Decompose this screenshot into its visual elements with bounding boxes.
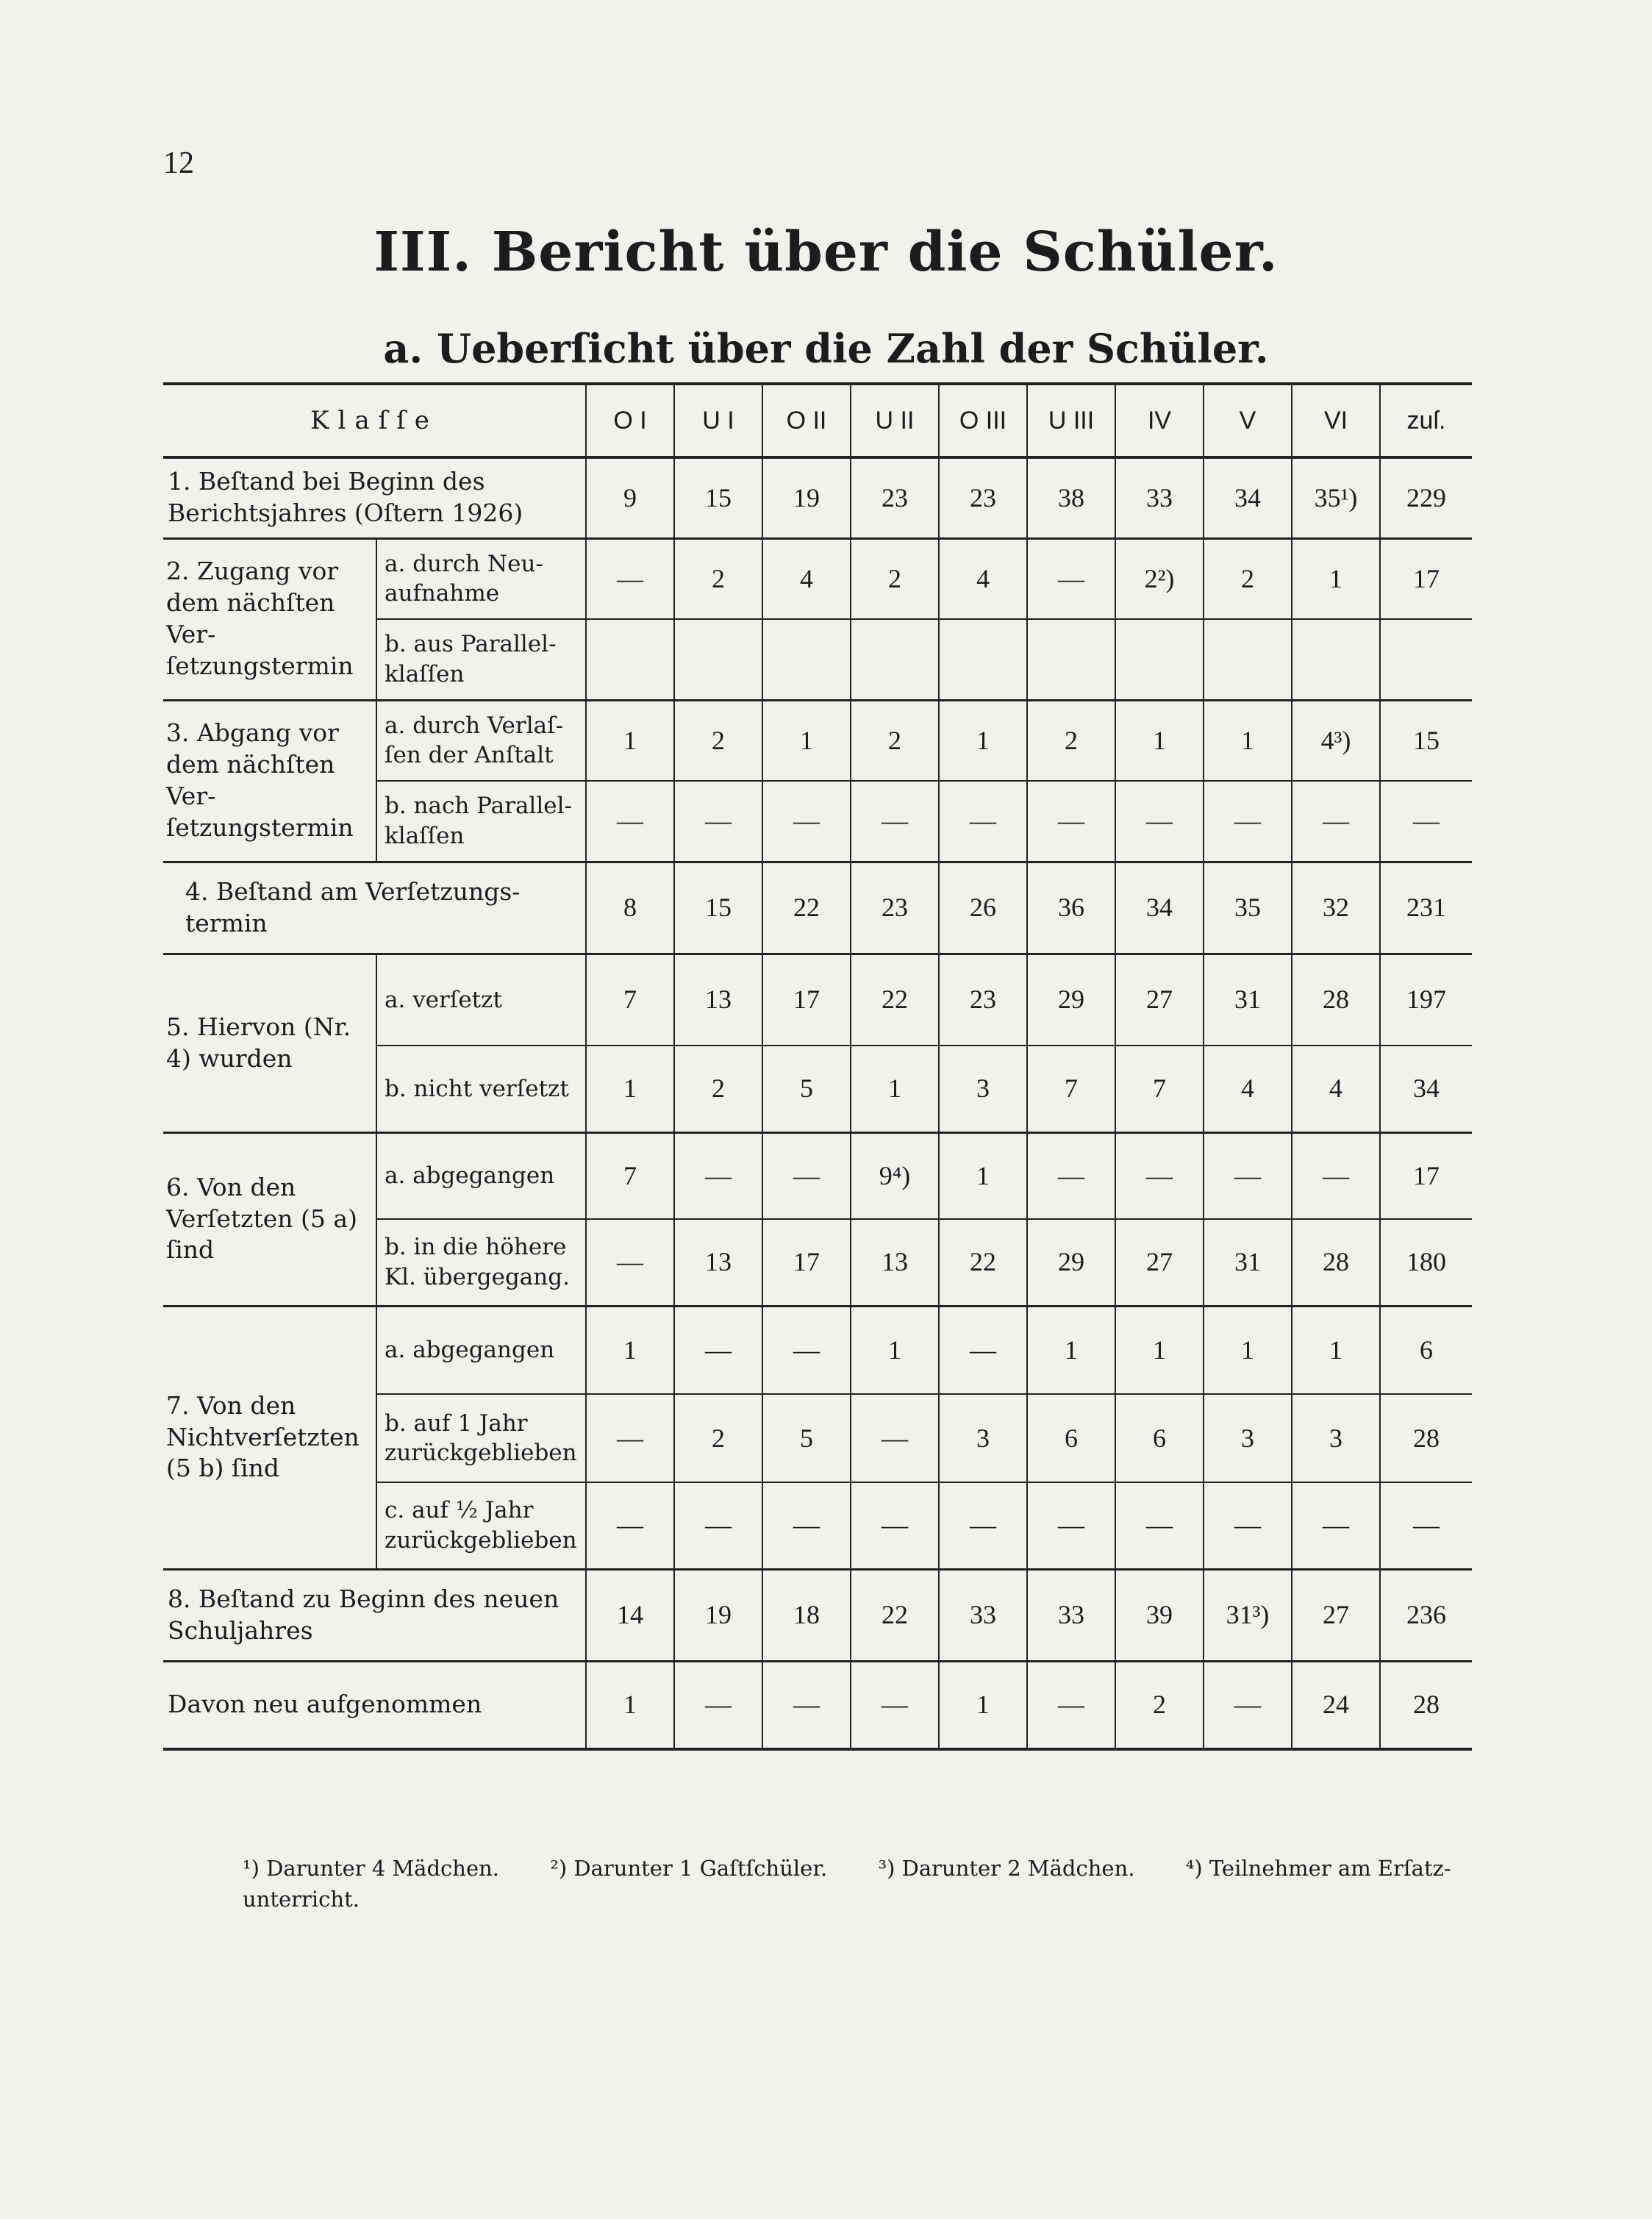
- cell-total: 28: [1380, 1394, 1472, 1482]
- row-label: 1. Beſtand bei Beginn des Berichtsjahres (Oſtern 1926): [163, 457, 586, 538]
- cell: —: [851, 1661, 939, 1749]
- cell: 7: [1115, 1046, 1204, 1132]
- cell: 1: [1115, 1306, 1204, 1394]
- cell: 28: [1292, 1219, 1380, 1306]
- table-row: [163, 457, 1472, 538]
- row-sublabel: a. durch Neu-aufnahme: [376, 538, 586, 619]
- cell: 34: [1204, 457, 1292, 538]
- cell: —: [1292, 1132, 1380, 1219]
- cell: 19: [674, 1569, 762, 1661]
- cell: 5: [762, 1046, 851, 1132]
- header-col: O II: [762, 384, 851, 457]
- cell: 13: [851, 1219, 939, 1306]
- row-sublabel: b. nicht verſetzt: [376, 1046, 586, 1132]
- cell: 1: [1115, 700, 1204, 781]
- cell: 38: [1027, 457, 1115, 538]
- cell: 3: [1292, 1394, 1380, 1482]
- cell: [1292, 619, 1380, 700]
- cell: 33: [1115, 457, 1204, 538]
- cell: [1027, 619, 1115, 700]
- cell: [762, 619, 851, 700]
- cell: —: [1115, 1132, 1204, 1219]
- cell: 1: [586, 1306, 674, 1394]
- cell: —: [1115, 1482, 1204, 1569]
- cell: 15: [674, 862, 762, 954]
- cell: 7: [586, 1132, 674, 1219]
- cell: 27: [1292, 1569, 1380, 1661]
- header-col-total: zuſ.: [1380, 384, 1472, 457]
- row-label: Davon neu aufgenommen: [163, 1661, 586, 1749]
- cell: 33: [939, 1569, 1027, 1661]
- cell: 17: [762, 1219, 851, 1306]
- cell: 27: [1115, 1219, 1204, 1306]
- cell: 1: [1204, 700, 1292, 781]
- cell-total: 197: [1380, 954, 1472, 1046]
- cell: —: [1204, 1482, 1292, 1569]
- cell: —: [939, 781, 1027, 862]
- cell: —: [1204, 781, 1292, 862]
- header-col: IV: [1115, 384, 1204, 457]
- cell: 1: [586, 1661, 674, 1749]
- cell: 2: [1115, 1661, 1204, 1749]
- cell-total: 6: [1380, 1306, 1472, 1394]
- cell: 31: [1204, 1219, 1292, 1306]
- footnote-3: ³) Darunter 2 Mädchen.: [878, 1856, 1135, 1881]
- table-row: [163, 1569, 1472, 1661]
- cell-total: 180: [1380, 1219, 1472, 1306]
- cell: 2: [674, 1046, 762, 1132]
- cell: —: [674, 1306, 762, 1394]
- cell: —: [851, 1394, 939, 1482]
- section-title: III. Bericht über die Schüler.: [373, 221, 1279, 284]
- cell: 2: [674, 1394, 762, 1482]
- row-sublabel: c. auf ½ Jahr zurückgeblieben: [376, 1482, 586, 1569]
- cell: 22: [762, 862, 851, 954]
- row-sublabel: a. abgegangen: [376, 1132, 586, 1219]
- cell: —: [1027, 1661, 1115, 1749]
- table-row: [163, 862, 1472, 954]
- cell: 4: [1292, 1046, 1380, 1132]
- cell: —: [762, 781, 851, 862]
- student-statistics-table: [163, 382, 1472, 1751]
- table-row: [163, 954, 1472, 1046]
- cell: 17: [762, 954, 851, 1046]
- cell-total: 34: [1380, 1046, 1472, 1132]
- header-col: VI: [1292, 384, 1380, 457]
- cell: —: [674, 1482, 762, 1569]
- cell: —: [1027, 1482, 1115, 1569]
- cell: —: [586, 1394, 674, 1482]
- cell-total: 236: [1380, 1569, 1472, 1661]
- cell-total: 15: [1380, 700, 1472, 781]
- cell: —: [1027, 781, 1115, 862]
- cell: —: [586, 538, 674, 619]
- row-sublabel: b. aus Parallel-klaſſen: [376, 619, 586, 700]
- cell: 9: [586, 457, 674, 538]
- cell-total: 231: [1380, 862, 1472, 954]
- cell: 31³): [1204, 1569, 1292, 1661]
- row-sublabel: b. in die höhere Kl. übergegang.: [376, 1219, 586, 1306]
- cell: —: [762, 1132, 851, 1219]
- cell: 29: [1027, 954, 1115, 1046]
- cell: [1115, 619, 1204, 700]
- cell: —: [762, 1306, 851, 1394]
- cell: 23: [851, 457, 939, 538]
- table-row: [163, 1306, 1472, 1394]
- cell: 2: [1204, 538, 1292, 619]
- cell-total: —: [1380, 781, 1472, 862]
- cell: 2: [851, 700, 939, 781]
- cell: 1: [1204, 1306, 1292, 1394]
- row-sublabel: a. verſetzt: [376, 954, 586, 1046]
- cell: —: [851, 1482, 939, 1569]
- cell: 6: [1115, 1394, 1204, 1482]
- cell: 1: [939, 1132, 1027, 1219]
- cell: 1: [586, 1046, 674, 1132]
- cell: 22: [851, 954, 939, 1046]
- cell: —: [1204, 1661, 1292, 1749]
- header-col: U I: [674, 384, 762, 457]
- cell: 28: [1292, 954, 1380, 1046]
- cell: 32: [1292, 862, 1380, 954]
- cell: 36: [1027, 862, 1115, 954]
- cell: 23: [939, 457, 1027, 538]
- cell: 3: [1204, 1394, 1292, 1482]
- statistics-table-container: [163, 382, 1472, 1751]
- cell: 9⁴): [851, 1132, 939, 1219]
- cell: —: [939, 1482, 1027, 1569]
- cell: 7: [586, 954, 674, 1046]
- cell: —: [674, 1661, 762, 1749]
- row-label: 8. Beſtand zu Beginn des neuen Schuljahres: [163, 1569, 586, 1661]
- cell: 5: [762, 1394, 851, 1482]
- cell: 4: [762, 538, 851, 619]
- table-row: [163, 1661, 1472, 1749]
- footnote-2: ²) Darunter 1 Gaſtſchüler.: [550, 1856, 828, 1881]
- cell: 1: [1292, 1306, 1380, 1394]
- header-col: O I: [586, 384, 674, 457]
- cell: —: [586, 781, 674, 862]
- cell: 4³): [1292, 700, 1380, 781]
- row-label: 4. Beſtand am Verſetzungs-termin: [163, 862, 586, 954]
- cell: 13: [674, 1219, 762, 1306]
- cell-total: 28: [1380, 1661, 1472, 1749]
- cell-total: 17: [1380, 1132, 1472, 1219]
- cell: 2: [1027, 700, 1115, 781]
- cell: —: [1115, 781, 1204, 862]
- cell: —: [762, 1661, 851, 1749]
- cell: 22: [939, 1219, 1027, 1306]
- row-sublabel: a. durch Verlaſ-ſen der Anſtalt: [376, 700, 586, 781]
- cell: 26: [939, 862, 1027, 954]
- cell: 8: [586, 862, 674, 954]
- cell: 18: [762, 1569, 851, 1661]
- cell: 27: [1115, 954, 1204, 1046]
- cell: [851, 619, 939, 700]
- cell: [674, 619, 762, 700]
- cell: 23: [939, 954, 1027, 1046]
- cell: 19: [762, 457, 851, 538]
- cell: 22: [851, 1569, 939, 1661]
- cell: 14: [586, 1569, 674, 1661]
- cell: —: [762, 1482, 851, 1569]
- cell: 2²): [1115, 538, 1204, 619]
- cell: 35: [1204, 862, 1292, 954]
- cell: 1: [939, 1661, 1027, 1749]
- table-row: [163, 1132, 1472, 1219]
- cell: 1: [851, 1046, 939, 1132]
- cell: 29: [1027, 1219, 1115, 1306]
- header-col: U III: [1027, 384, 1115, 457]
- cell: 39: [1115, 1569, 1204, 1661]
- cell: 2: [674, 538, 762, 619]
- header-col: U II: [851, 384, 939, 457]
- cell: 31: [1204, 954, 1292, 1046]
- cell: 3: [939, 1394, 1027, 1482]
- cell: 7: [1027, 1046, 1115, 1132]
- cell: 1: [1292, 538, 1380, 619]
- cell: 4: [939, 538, 1027, 619]
- row-label: 3. Abgang vor dem nächſten Ver-ſetzungstermin: [163, 700, 376, 862]
- cell: 15: [674, 457, 762, 538]
- cell: 13: [674, 954, 762, 1046]
- row-label: 5. Hiervon (Nr. 4) wurden: [163, 954, 376, 1132]
- cell: —: [939, 1306, 1027, 1394]
- table-row: [163, 700, 1472, 781]
- footnote-1: ¹) Darunter 4 Mädchen.: [243, 1856, 500, 1881]
- row-sublabel: b. auf 1 Jahr zurückgeblieben: [376, 1394, 586, 1482]
- cell: —: [851, 781, 939, 862]
- cell: —: [586, 1219, 674, 1306]
- table-row: [163, 538, 1472, 619]
- cell: 34: [1115, 862, 1204, 954]
- row-label: 2. Zugang vor dem nächſten Ver-ſetzungstermin: [163, 538, 376, 700]
- cell: —: [1027, 1132, 1115, 1219]
- cell: —: [674, 1132, 762, 1219]
- cell: 6: [1027, 1394, 1115, 1482]
- cell: —: [674, 781, 762, 862]
- header-col: V: [1204, 384, 1292, 457]
- cell: 2: [674, 700, 762, 781]
- header-row: [163, 384, 1472, 457]
- sub-title: a. Ueberſicht über die Zahl der Schüler.: [383, 325, 1269, 372]
- cell: 33: [1027, 1569, 1115, 1661]
- cell-total: 17: [1380, 538, 1472, 619]
- cell: [586, 619, 674, 700]
- cell: —: [1027, 538, 1115, 619]
- cell: 35¹): [1292, 457, 1380, 538]
- footnotes: [243, 1853, 1456, 1915]
- cell: 3: [939, 1046, 1027, 1132]
- cell-total: [1380, 619, 1472, 700]
- cell-total: 229: [1380, 457, 1472, 538]
- cell: 1: [586, 700, 674, 781]
- cell: [939, 619, 1027, 700]
- cell: —: [1292, 1482, 1380, 1569]
- cell: 4: [1204, 1046, 1292, 1132]
- cell: 1: [851, 1306, 939, 1394]
- cell: [1204, 619, 1292, 700]
- cell: —: [1292, 781, 1380, 862]
- cell: —: [1204, 1132, 1292, 1219]
- row-label: 7. Von den Nichtverſetzten (5 b) ſind: [163, 1306, 376, 1569]
- cell: 1: [762, 700, 851, 781]
- cell: 2: [851, 538, 939, 619]
- row-label: 6. Von den Verſetzten (5 a) ſind: [163, 1132, 376, 1306]
- cell: 24: [1292, 1661, 1380, 1749]
- cell: 1: [1027, 1306, 1115, 1394]
- footnote-4: ⁴) Teilnehmer am Erſatz-unterricht.: [243, 1856, 1451, 1912]
- cell: 23: [851, 862, 939, 954]
- cell-total: —: [1380, 1482, 1472, 1569]
- cell: 1: [939, 700, 1027, 781]
- cell: —: [586, 1482, 674, 1569]
- row-sublabel: b. nach Parallel-klaſſen: [376, 781, 586, 862]
- header-klasse: Klaſſe: [163, 384, 586, 457]
- row-sublabel: a. abgegangen: [376, 1306, 586, 1394]
- page-number: 12: [163, 146, 194, 180]
- header-col: O III: [939, 384, 1027, 457]
